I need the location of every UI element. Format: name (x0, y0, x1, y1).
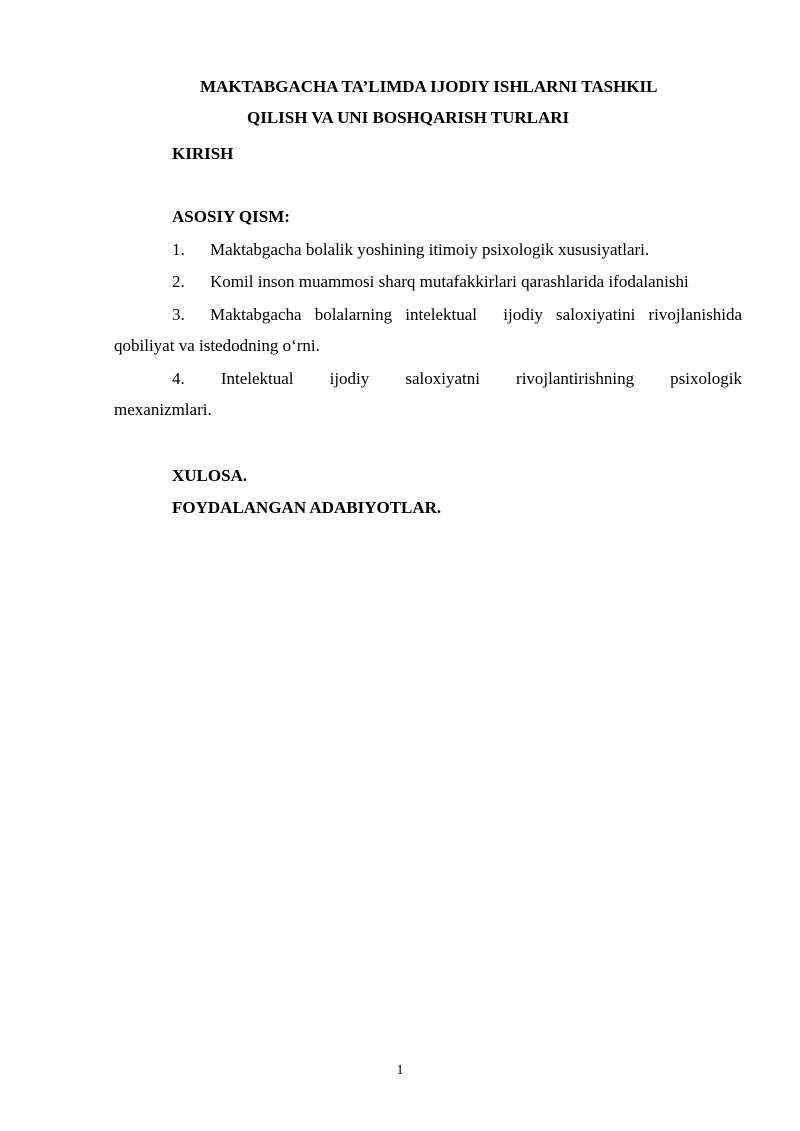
list-item-number: 1. (172, 240, 185, 259)
list-item-text-continuation: mexanizmlari. (114, 400, 212, 419)
list-item-text: Komil inson muammosi sharq mutafakkirlari qarashlarida ifodalanishi (210, 272, 689, 291)
document-title-line-1: MAKTABGACHA TA’LIMDA IJODIY ISHLARNI TASHKIL (200, 77, 658, 96)
list-item-word: psixologik (670, 369, 742, 388)
list-item (172, 234, 742, 265)
list-item-number: 4. (172, 369, 185, 388)
intro-heading: KIRISH (172, 144, 234, 163)
list-item-text: Maktabgacha bolalarning intelektual ijodiy saloxiyatini rivojlanishida (210, 305, 742, 324)
list-item-word: rivojlantirishning (516, 369, 635, 388)
list-item (172, 266, 742, 297)
document-title-line-2: QILISH VA UNI BOSHQARISH TURLARI (247, 108, 570, 127)
list-item-word: Intelektual (220, 369, 294, 388)
list-item-number: 3. (172, 305, 185, 324)
page-number: 1 (396, 1063, 404, 1078)
main-part-heading: ASOSIY QISM: (172, 207, 290, 226)
list-item (114, 363, 742, 425)
conclusion-heading: XULOSA. (172, 466, 248, 485)
list-item-word: ijodiy (329, 369, 370, 388)
list-item-text: Maktabgacha bolalik yoshining itimoiy psixologik xususiyatlari. (210, 240, 650, 259)
list-item-text-continuation: qobiliyat va istedodning o‘rni. (114, 336, 320, 355)
list-item-word: saloxiyatni (405, 369, 480, 388)
references-heading: FOYDALANGAN ADABIYOTLAR. (172, 498, 442, 517)
list-item (114, 299, 742, 361)
list-item-number: 2. (172, 272, 185, 291)
